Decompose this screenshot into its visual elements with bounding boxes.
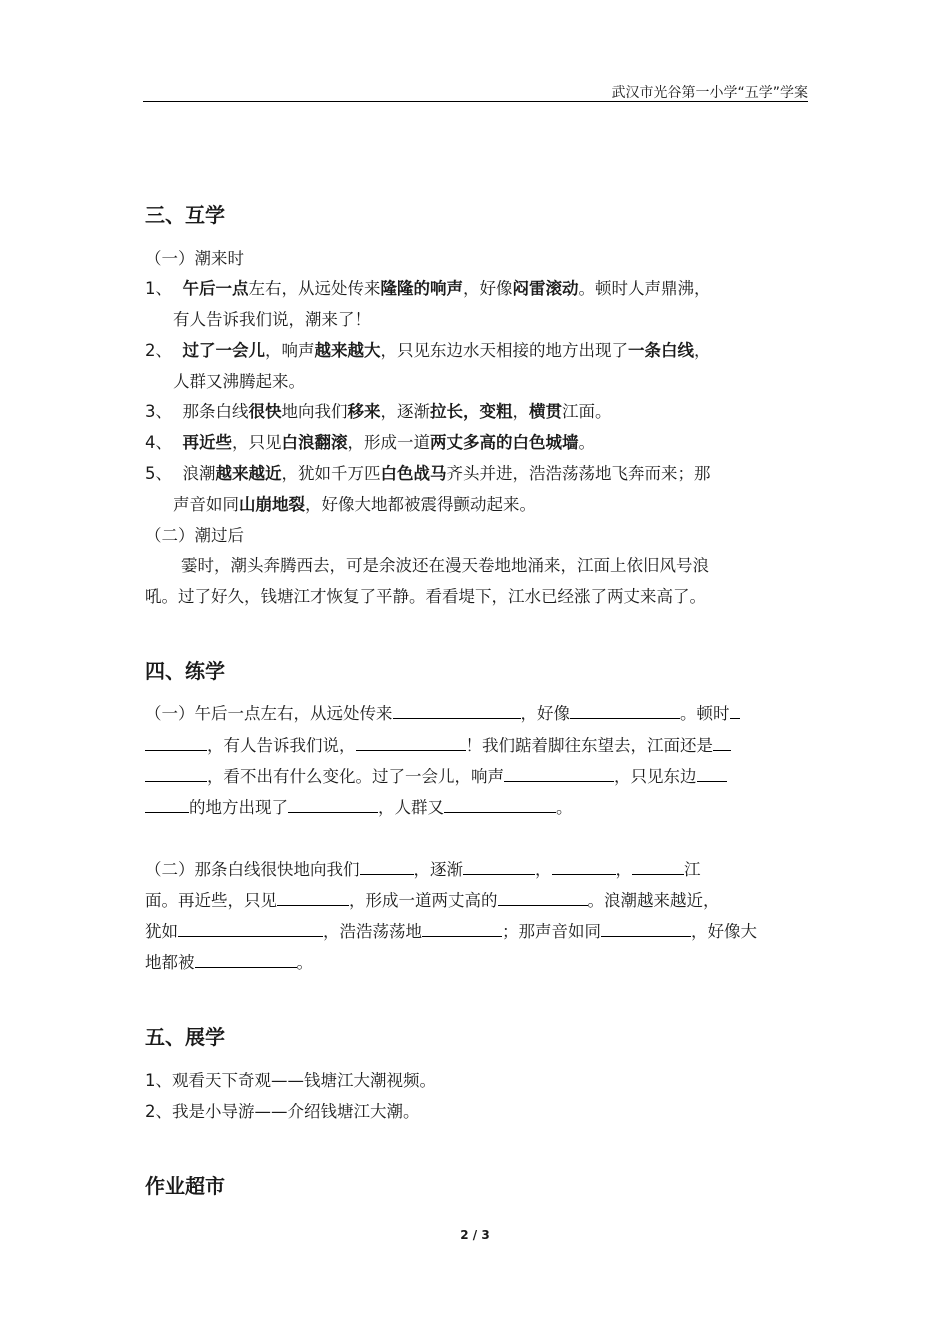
ex2-text-13: 地都被 xyxy=(145,953,195,972)
item-4-text-f: 。 xyxy=(578,433,595,452)
item-1-num: 1、 xyxy=(145,279,172,298)
exercise-1-line-2 xyxy=(145,732,731,756)
item-5 xyxy=(145,460,711,484)
item-1-cont: 有人告诉我们说，潮来了！ xyxy=(173,310,371,329)
blank[interactable] xyxy=(713,736,731,751)
item-3-text-a: 那条白线 xyxy=(182,402,249,421)
ex1-text-10: 。 xyxy=(556,798,573,817)
item-5-bold-b: 越来越近 xyxy=(215,464,282,483)
blank[interactable] xyxy=(393,704,521,719)
ex2-text-11: ；那声音如同 xyxy=(502,922,601,941)
exercise-2-line-4 xyxy=(145,949,313,973)
item-5-text-f: 声音如同 xyxy=(173,495,239,514)
header-rule xyxy=(143,101,808,102)
homework-title: 作业超市 xyxy=(145,1174,225,1198)
item-1 xyxy=(145,275,711,299)
item-1-text-d: ，好像 xyxy=(463,279,513,298)
section-5-title: 五、展学 xyxy=(145,1025,225,1049)
item-4-text-d: ，形成一道 xyxy=(347,433,430,452)
item-3-text-i: 江面。 xyxy=(562,402,612,421)
section-3-title: 三、互学 xyxy=(145,203,225,227)
ex1-text-7: ，只见东边 xyxy=(614,767,697,786)
item-2-bold-c: 越来越大 xyxy=(314,341,381,360)
ex2-text-14: 。 xyxy=(296,953,313,972)
ex1-text-2: ，好像 xyxy=(520,704,570,723)
exercise-1-line-3 xyxy=(145,763,727,787)
item-5-text-c: ，犹如千万匹 xyxy=(281,464,381,483)
ex1-text-3: 。顿时 xyxy=(680,704,730,723)
ex2-text-4: ， xyxy=(615,860,632,879)
item-1-text-f: 。顿时人声鼎沸， xyxy=(578,279,711,298)
item-2-text-d: ，只见东边水天相接的地方出现了 xyxy=(380,341,628,360)
blank[interactable] xyxy=(601,922,691,937)
ex1-text-1: （一）午后一点左右，从远处传来 xyxy=(145,704,393,723)
ex2-text-8: 。浪潮越来越近， xyxy=(587,891,720,910)
ex2-text-9: 犹如 xyxy=(145,922,178,941)
blank[interactable] xyxy=(498,891,588,906)
subsection-1-title: （一）潮来时 xyxy=(145,249,244,268)
paragraph-line-1: 霎时，潮头奔腾西去，可是余波还在漫天卷地地涌来，江面上依旧风号浪 xyxy=(181,556,709,575)
ex1-text-5: ！我们踮着脚往东望去，江面还是 xyxy=(465,736,713,755)
exercise-1-line-4 xyxy=(145,794,573,818)
blank[interactable] xyxy=(463,860,535,875)
item-4-num: 4、 xyxy=(145,433,172,452)
blank[interactable] xyxy=(178,922,323,937)
item-2-text-f: ， xyxy=(694,341,711,360)
item-2-bold-e: 一条白线 xyxy=(628,341,694,360)
paragraph-line-2: 吼。过了好久，钱塘江才恢复了平静。看看堤下，江水已经涨了两丈来高了。 xyxy=(145,587,706,606)
ex1-text-9: ，人群又 xyxy=(378,798,444,817)
exercise-2-line-1 xyxy=(145,856,701,880)
ex1-text-4: ，有人告诉我们说， xyxy=(207,736,356,755)
blank[interactable] xyxy=(504,767,614,782)
item-5-text-a: 浪潮 xyxy=(182,464,216,483)
exercise-2-line-3 xyxy=(145,918,757,942)
item-2-cont: 人群又沸腾起来。 xyxy=(173,372,305,391)
item-2-bold-a: 过了一会儿 xyxy=(182,341,265,360)
item-2 xyxy=(145,337,711,361)
blank[interactable] xyxy=(632,860,684,875)
item-4-bold-e: 两丈多高的白色城墙 xyxy=(430,433,579,452)
item-5-bold-g: 山崩地裂 xyxy=(239,495,305,514)
item-2-num: 2、 xyxy=(145,341,172,360)
blank[interactable] xyxy=(730,704,740,719)
ex2-text-3: ， xyxy=(535,860,552,879)
blank[interactable] xyxy=(422,922,502,937)
blank[interactable] xyxy=(552,860,616,875)
item-5-bold-d: 白色战马 xyxy=(380,464,447,483)
item-1-text-b: 左右，从远处传来 xyxy=(248,279,381,298)
blank[interactable] xyxy=(277,891,349,906)
header-title: 武汉市光谷第一小学“五学”学案 xyxy=(611,85,808,101)
item-1-bold-e: 闷雷滚动 xyxy=(512,279,579,298)
ex1-text-8: 的地方出现了 xyxy=(189,798,288,817)
activity-2: 2、我是小导游——介绍钱塘江大潮。 xyxy=(145,1102,420,1121)
item-3-text-g: ， xyxy=(512,402,529,421)
blank[interactable] xyxy=(356,736,466,751)
item-5-text-h: ，好像大地都被震得颤动起来。 xyxy=(305,495,536,514)
ex2-text-10: ，浩浩荡荡地 xyxy=(323,922,422,941)
item-3 xyxy=(145,398,612,422)
subsection-2-title: （二）潮过后 xyxy=(145,526,244,545)
ex2-text-7: ，形成一道两丈高的 xyxy=(349,891,498,910)
page-number: 2 / 3 xyxy=(460,1228,490,1242)
item-4-bold-a: 再近些 xyxy=(182,433,232,452)
item-3-bold-h: 横贯 xyxy=(529,402,562,421)
section-4-title: 四、练学 xyxy=(145,659,225,683)
activity-1: 1、观看天下奇观——钱塘江大潮视频。 xyxy=(145,1071,436,1090)
item-3-text-e: ，逐渐 xyxy=(380,402,430,421)
ex2-text-2: ，逐渐 xyxy=(413,860,463,879)
item-4-bold-c: 白浪翻滚 xyxy=(281,433,348,452)
blank[interactable] xyxy=(145,798,189,813)
item-3-num: 3、 xyxy=(145,402,172,421)
item-4 xyxy=(145,429,595,453)
item-1-bold-a: 午后一点 xyxy=(182,279,249,298)
item-2-text-b: ，响声 xyxy=(265,341,315,360)
blank[interactable] xyxy=(288,798,378,813)
blank[interactable] xyxy=(145,736,207,751)
blank[interactable] xyxy=(360,860,414,875)
blank[interactable] xyxy=(570,704,680,719)
item-3-text-c: 地向我们 xyxy=(281,402,348,421)
blank[interactable] xyxy=(195,953,297,968)
item-3-bold-f: 拉长，变粗 xyxy=(430,402,513,421)
ex1-text-6: ，看不出有什么变化。过了一会儿，响声 xyxy=(207,767,504,786)
ex2-text-5: 江 xyxy=(684,860,701,879)
item-5-num: 5、 xyxy=(145,464,172,483)
exercise-1-line-1 xyxy=(145,700,740,724)
item-3-bold-b: 很快 xyxy=(248,402,282,421)
exercise-2-line-2 xyxy=(145,887,720,911)
blank[interactable] xyxy=(145,767,207,782)
ex2-text-12: ，好像大 xyxy=(691,922,757,941)
blank[interactable] xyxy=(444,798,556,813)
item-1-bold-c: 隆隆的响声 xyxy=(380,279,463,298)
ex2-text-6: 面。再近些，只见 xyxy=(145,891,277,910)
ex2-text-1: （二）那条白线很快地向我们 xyxy=(145,860,360,879)
item-5-cont xyxy=(173,491,536,515)
item-3-bold-d: 移来 xyxy=(347,402,381,421)
item-4-text-b: ，只见 xyxy=(232,433,282,452)
item-5-text-e: 齐头并进，浩浩荡荡地飞奔而来；那 xyxy=(446,464,711,483)
blank[interactable] xyxy=(697,767,727,782)
